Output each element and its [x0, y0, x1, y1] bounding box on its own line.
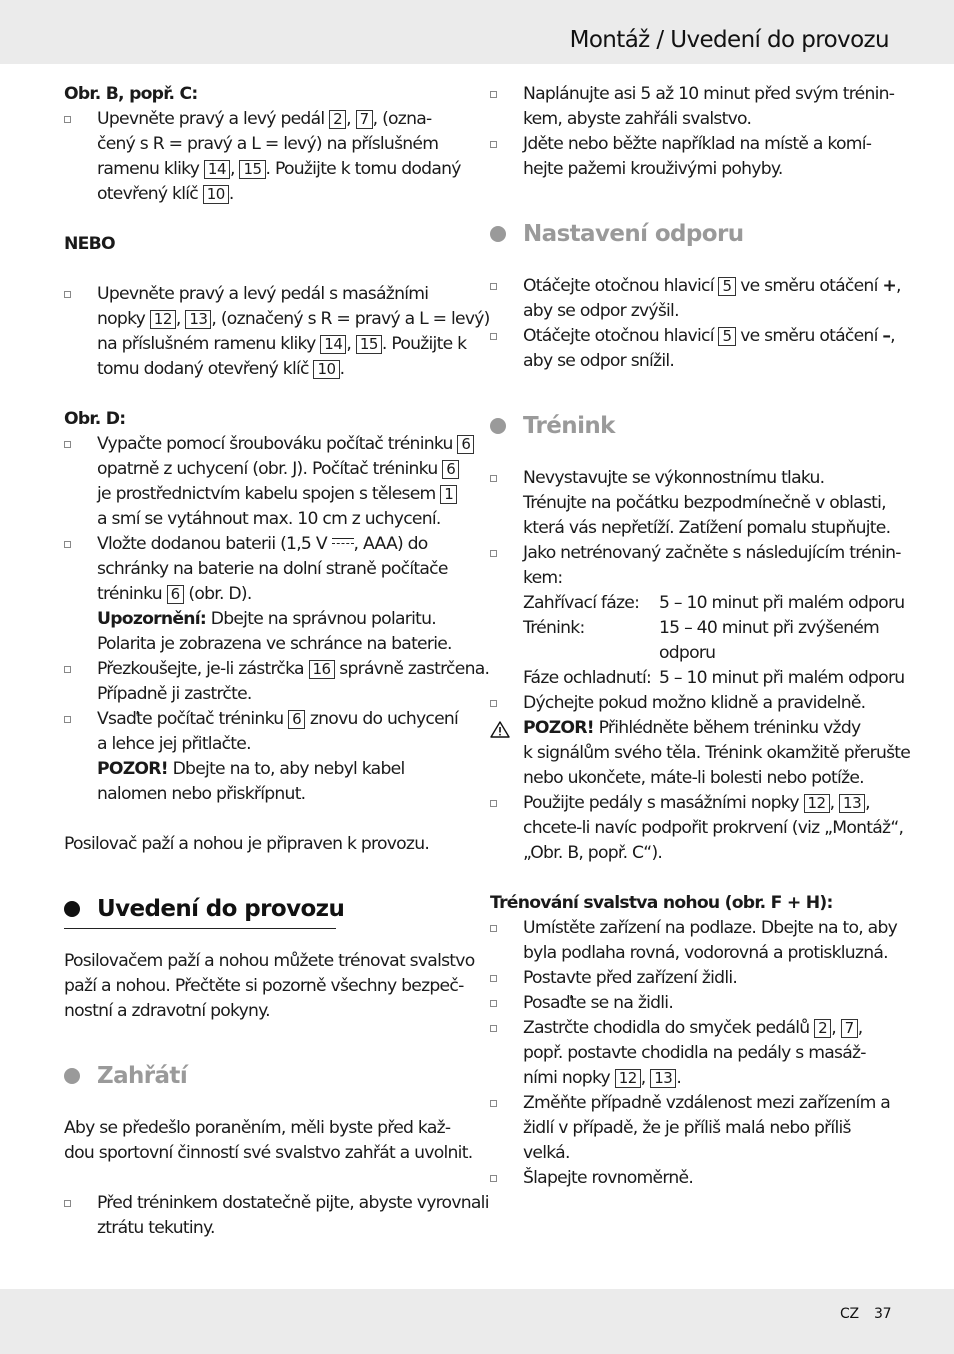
bullet-icon: [490, 141, 497, 148]
list-item: Změňte případně vzdálenost mezi zařízením a židlí v případě, že je příliš malá nebo příliš velká.: [490, 1091, 892, 1166]
minus-sign: –: [882, 326, 891, 346]
list-item: Vsaďte počítač tréninku 6 znovu do uchycení a lehce jej přitlačte. POZOR! Dbejte na to, aby nebyl kabel nalomen nebo přiskřípnut.: [64, 707, 464, 807]
part-ref: 13: [650, 1069, 676, 1088]
list-item: Zastrčte chodidla do smyček pedálů 2 , 7 , popř. postavte chodidla na pedály s masáž- ními nopky 12 , 13 .: [490, 1016, 892, 1091]
list-item: Umístěte zařízení na podlaze. Dbejte na to, aby byla podlaha rovná, vodorovná a protiskluzná.: [490, 916, 892, 966]
bullet-icon: [490, 700, 497, 707]
bullet-icon: [490, 1025, 497, 1032]
bullet-dot-icon: [64, 1068, 80, 1084]
part-ref: 1: [440, 485, 457, 504]
bullet-icon: [490, 1175, 497, 1182]
list-item: Postavte před zařízení židli.: [490, 966, 892, 991]
list-item: Nevystavujte se výkonnostnímu tlaku. Trénujte na počátku bezpodmínečně v oblasti, která vás nepřetíží. Zatížení pomalu stupňujte.: [490, 466, 892, 541]
part-ref: 6: [457, 435, 474, 454]
list-item: Upevněte pravý a levý pedál 2 , 7 , (ozna- čený s R = pravý a L = levý) na příslušném ramenu kliky 14 , 15 . Použijte k tomu dodaný otevřený klíč 10 .: [64, 107, 464, 207]
part-ref: 10: [203, 185, 229, 204]
heading-underline: [64, 928, 336, 929]
part-ref: 12: [804, 794, 830, 813]
training-phase-row: Trénink: 15 – 40 minut při zvýšeném: [523, 618, 880, 638]
part-ref: 5: [718, 277, 735, 296]
bullet-dot-icon: [490, 418, 506, 434]
section-heading-nohy: Trénování svalstva nohou (obr. F + H):: [490, 893, 833, 913]
part-ref: 16: [309, 660, 335, 679]
part-ref: 15: [239, 160, 265, 179]
right-column: [490, 82, 911, 1191]
section-heading-zahrati: Zahřátí: [64, 1061, 464, 1091]
part-ref: 6: [288, 710, 305, 729]
bullet-icon: [490, 475, 497, 482]
footer-bar: [0, 1289, 954, 1354]
part-ref: 6: [167, 585, 184, 604]
notice-label: Upozornění:: [97, 609, 206, 629]
list-item: Před tréninkem dostatečně pijte, abyste vyrovnali ztrátu tekutiny.: [64, 1191, 464, 1241]
section-heading-obr-d: Obr. D:: [64, 409, 126, 429]
part-ref: 7: [356, 110, 373, 129]
section-heading-uvedeni: Uvedení do provozu: [64, 894, 464, 924]
list-item: Použijte pedály s masážními nopky 12 , 13 , chcete-li navíc podpořit prokrvení (viz „Montáž“, „Obr. B, popř. C“).: [490, 791, 892, 866]
bullet-icon: [64, 441, 71, 448]
list-item: Jako netrénovaný začněte s následujícím trénin- kem: Zahřívací fáze: 5 – 10 minut při malém odporu Trénink: 15 – 40 minut při zvýšeném odporu Fáze ochladnutí: 5 – 10 minut při malém odporu: [490, 541, 892, 691]
bullet-icon: [490, 283, 497, 290]
page-title: Montáž / Uvedení do provozu: [569, 27, 889, 53]
bullet-icon: [490, 975, 497, 982]
part-ref: 15: [356, 335, 382, 354]
part-ref: 12: [150, 310, 176, 329]
part-ref: 2: [814, 1019, 831, 1038]
section-heading-obr-bc: Obr. B, popř. C:: [64, 84, 198, 104]
training-phase-row: Fáze ochladnutí: 5 – 10 minut při malém odporu: [523, 668, 905, 688]
bullet-icon: [490, 333, 497, 340]
bullet-dot-icon: [490, 226, 506, 242]
caution-label: POZOR!: [97, 759, 168, 779]
list-item: Upevněte pravý a levý pedál s masážními nopky 12 , 13 , (označený s R = pravý a L = levý) na příslušném ramenu kliky 14 , 15 . Použijte k tomu dodaný otevřený klíč 10 .: [64, 282, 464, 382]
section-heading-odpor: Nastavení odporu: [490, 219, 892, 249]
bullet-icon: [64, 541, 71, 548]
bullet-icon: [64, 1200, 71, 1207]
bullet-icon: [64, 116, 71, 123]
list-item: Otáčejte otočnou hlavicí 5 ve směru otáčení +, aby se odpor zvýšil.: [490, 274, 892, 324]
bullet-icon: [490, 1100, 497, 1107]
bullet-icon: [490, 550, 497, 557]
caution-label: POZOR!: [523, 718, 594, 738]
list-item: Dýchejte pokud možno klidně a pravidelně.: [490, 691, 892, 716]
bullet-dot-icon: [64, 901, 80, 917]
part-ref: 14: [204, 160, 230, 179]
part-ref: 13: [185, 310, 211, 329]
left-column: Obr. B, popř. C: Upevněte pravý a levý pedál 2 , 7 , (ozna- čený s R = pravý a L = levý) na příslušném ramenu kliky 14 , 15 . Použijte k tomu dodaný otevřený klíč 10 . NEBO Upevněte pravý a levý pedál s masážními nopky 12 , 13 , (označený s R = pravý a L = levý) na příslušném ramenu kliky 14 , 15 . Použijte k tomu dodaný otevřený klíč 10 . Obr. D: Vypačte pomocí šroubováku počítač tréninku 6 opatrně z uchycení (obr. J). Počítač tréninku 6 je prostřednictvím kabelu spojen s tělesem 1 a smí se vytáhnout max. 10 cm z uchycení. Vložte dodanou baterii (1,5 V , AAA) do schránky na baterie na dolní straně počítače tréninku 6 (obr. D). Upozornění: Dbejte na správnou polaritu. Polarita je zobrazena ve schránce na baterie. Přezkoušejte, je-li zástrčka 16 správně zastrčena. Případně ji zastrčte. Vsaďte počítač tréninku 6 znovu do uchycení a lehce jej přitlačte. POZOR! Dbejte na to, aby nebyl kabel nalomen nebo přiskřípnut. Posilovač paží a nohou je připraven k provozu. Uvedení do provozu Posilovačem paží a nohou můžete trénovat svalstvo paží a nohou. Přečtěte si pozorně všechny bezpeč- nostní a zdravotní pokyny. Zahřátí Aby se předešlo poraněním, měli byste před kaž- dou sportovní činností své svalstvo zahřát a uvolnit. Před tréninkem dostatečně pijte, abyste vyrovnali ztrátu tekutiny.: [64, 82, 464, 1241]
part-ref: 14: [320, 335, 346, 354]
bullet-icon: [490, 1000, 497, 1007]
warning-triangle-icon: [490, 721, 510, 738]
section-heading-trenink: Trénink: [490, 411, 892, 441]
part-ref: 10: [313, 360, 339, 379]
list-item: Vložte dodanou baterii (1,5 V , AAA) do schránky na baterie na dolní straně počítače tréninku 6 (obr. D). Upozornění: Dbejte na správnou polaritu. Polarita je zobrazena ve schránce na baterie.: [64, 532, 464, 657]
bullet-icon: [490, 800, 497, 807]
list-item: Posaďte se na židli.: [490, 991, 892, 1016]
bullet-icon: [64, 291, 71, 298]
list-item: Naplánujte asi 5 až 10 minut před svým trénin- kem, abyste zahřáli svalstvo.: [490, 82, 892, 132]
part-ref: 6: [442, 460, 459, 479]
training-phase-row: Zahřívací fáze: 5 – 10 minut při malém odporu: [523, 593, 905, 613]
ready-text: Posilovač paží a nohou je připraven k provozu.: [64, 834, 430, 854]
language-code: CZ: [840, 1306, 859, 1322]
part-ref: 5: [718, 327, 735, 346]
part-ref: 7: [841, 1019, 858, 1038]
list-item: Jděte nebo běžte například na místě a komí- hejte pažemi krouživými pohyby.: [490, 132, 892, 182]
part-ref: 2: [329, 110, 346, 129]
bullet-icon: [490, 925, 497, 932]
list-item: Přezkoušejte, je-li zástrčka 16 správně zastrčena. Případně ji zastrčte.: [64, 657, 464, 707]
bullet-icon: [490, 91, 497, 98]
warning-item: POZOR! Přihlédněte během tréninku vždy k signálům svého těla. Trénink okamžitě přerušte nebo ukončete, máte-li bolesti nebo potíže.: [490, 716, 892, 791]
plus-sign: +: [882, 276, 896, 296]
or-label: NEBO: [64, 234, 115, 254]
dc-voltage-icon: [332, 538, 354, 546]
part-ref: 13: [839, 794, 865, 813]
page-number: 37: [874, 1306, 892, 1322]
part-ref: 12: [615, 1069, 641, 1088]
list-item: Otáčejte otočnou hlavicí 5 ve směru otáčení –, aby se odpor snížil.: [490, 324, 892, 374]
bullet-icon: [64, 716, 71, 723]
bullet-icon: [64, 666, 71, 673]
list-item: Vypačte pomocí šroubováku počítač tréninku 6 opatrně z uchycení (obr. J). Počítač tréninku 6 je prostřednictvím kabelu spojen s tělesem 1 a smí se vytáhnout max. 10 cm z uchycení.: [64, 432, 464, 532]
list-item: Šlapejte rovnoměrně.: [490, 1166, 892, 1191]
